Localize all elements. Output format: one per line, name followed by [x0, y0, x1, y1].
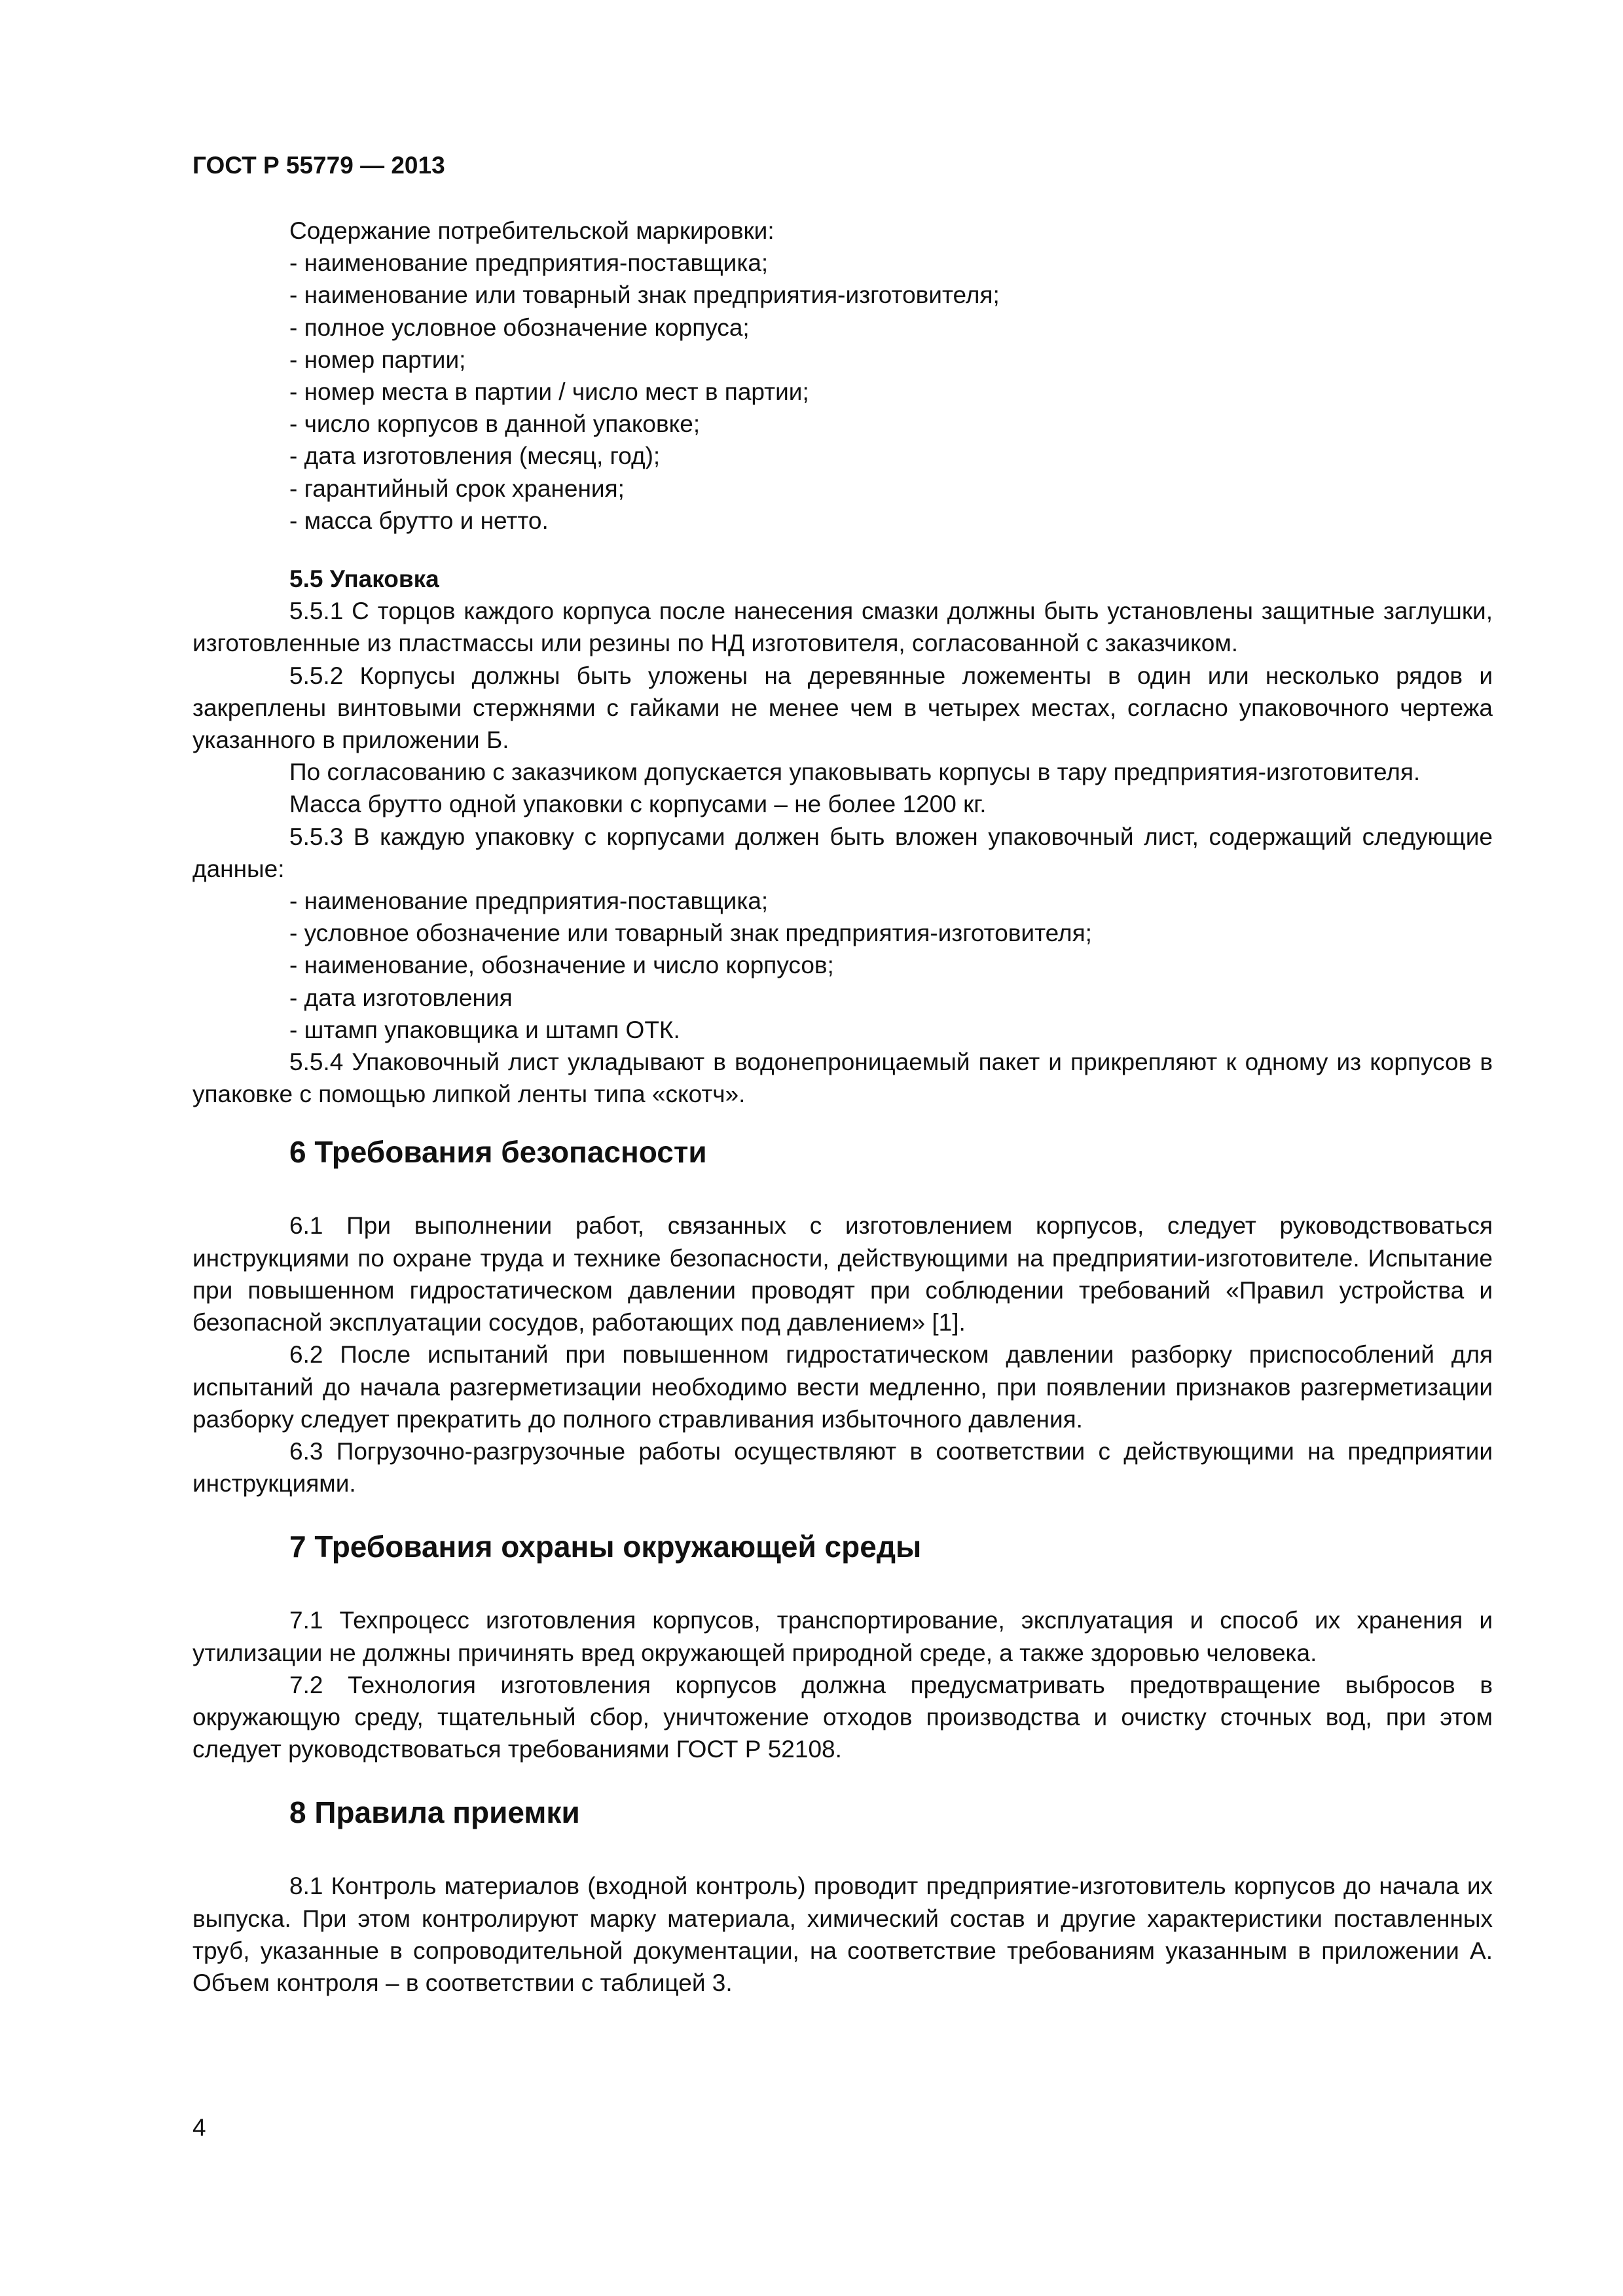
clause-5-5-3: 5.5.3 В каждую упаковку с корпусами должен быть вложен упаковочный лист, содержащий следующие данные:: [192, 823, 1493, 882]
document-header: ГОСТ Р 55779 — 2013: [192, 152, 445, 179]
marking-intro: Содержание потребительской маркировки:: [289, 217, 775, 244]
clause-5-5-2-mass: Масса брутто одной упаковки с корпусами – не более 1200 кг.: [289, 791, 987, 818]
clause-5-5-2: 5.5.2 Корпусы должны быть уложены на деревянные ложементы в один или несколько рядов и закреплены винтовыми стержнями с гайками не менее чем в четырех местах, согласно упаковочного чертежа указанного в приложении Б.: [192, 662, 1493, 754]
clause-7-1: 7.1 Техпроцесс изготовления корпусов, транспортирование, эксплуатация и способ их хранения и утилизации не должны причинять вред окружающей природной среде, а также здоровью человека.: [192, 1607, 1493, 1666]
clause-7-2: 7.2 Технология изготовления корпусов должна предусматривать предотвращение выбросов в окружающую среду, тщательный сбор, уничтожение отходов производства и очистку сточных вод, при этом следует руководствоваться требованиями ГОСТ Р 52108.: [192, 1671, 1493, 1763]
packaging-heading: 5.5 Упаковка: [289, 565, 439, 593]
packing-list-item: - штамп упаковщика и штамп ОТК.: [289, 1016, 680, 1043]
clause-6-1: 6.1 При выполнении работ, связанных с изготовлением корпусов, следует руководствоваться инструкциями по охране труда и технике безопасности, действующими на предприятии-изготовителе. Испытание при повышенном гидростатическом давлении проводят при соблюдении требований «Правил устройства и безопасной эксплуатации сосудов, работающих под давлением» [1].: [192, 1212, 1493, 1336]
packing-list-item: - условное обозначение или товарный знак предприятия-изготовителя;: [289, 920, 1092, 947]
clause-5-5-1: 5.5.1 С торцов каждого корпуса после нанесения смазки должны быть установлены защитные заглушки, изготовленные из пластмассы или резины по НД изготовителя, согласованной с заказчиком.: [192, 598, 1493, 657]
marking-item: - гарантийный срок хранения;: [289, 475, 625, 502]
section-7-title: 7 Требования охраны окружающей среды: [289, 1530, 922, 1564]
marking-item: - наименование предприятия-поставщика;: [289, 249, 769, 277]
clause-6-2: 6.2 После испытаний при повышенном гидростатическом давлении разборку приспособлений для испытаний до начала разгерметизации необходимо вести медленно, при появлении признаков разгерметизации разборку следует прекратить до полного стравливания избыточного давления.: [192, 1341, 1493, 1433]
clause-5-5-4: 5.5.4 Упаковочный лист укладывают в водонепроницаемый пакет и прикрепляют к одному из корпусов в упаковке с помощью липкой ленты типа «скотч».: [192, 1049, 1493, 1108]
clause-6-3: 6.3 Погрузочно-разгрузочные работы осуществляют в соответствии с действующими на предприятии инструкциями.: [192, 1437, 1493, 1498]
marking-item: - число корпусов в данной упаковке;: [289, 410, 701, 438]
marking-item: - полное условное обозначение корпуса;: [289, 314, 750, 341]
section-6-title: 6 Требования безопасности: [289, 1135, 707, 1170]
clause-8-1: 8.1 Контроль материалов (входной контроль) проводит предприятие-изготовитель корпусов до начала их выпуска. При этом контролируют марку материала, химический состав и другие характеристики поставленных труб, указанные в сопроводительной документации, на соответствие требованиям указанным в приложении А. Объем контроля – в соответствии с таблицей 3.: [192, 1873, 1493, 1996]
marking-item: - дата изготовления (месяц, год);: [289, 442, 661, 470]
page-number: 4: [192, 2114, 206, 2141]
packing-list-item: - наименование предприятия-поставщика;: [289, 888, 769, 915]
marking-item: - масса брутто и нетто.: [289, 507, 549, 534]
packing-list-item: - наименование, обозначение и число корпусов;: [289, 952, 834, 979]
marking-item: - номер места в партии / число мест в партии;: [289, 378, 809, 406]
marking-item: - номер партии;: [289, 346, 466, 373]
section-8-title: 8 Правила приемки: [289, 1795, 580, 1830]
marking-item: - наименование или товарный знак предприятия-изготовителя;: [289, 281, 1000, 309]
packing-list-item: - дата изготовления: [289, 984, 513, 1011]
page-content: [192, 215, 1493, 1999]
clause-5-5-2-agreement: По согласованию с заказчиком допускается упаковывать корпусы в тару предприятия-изготовителя.: [289, 759, 1421, 786]
